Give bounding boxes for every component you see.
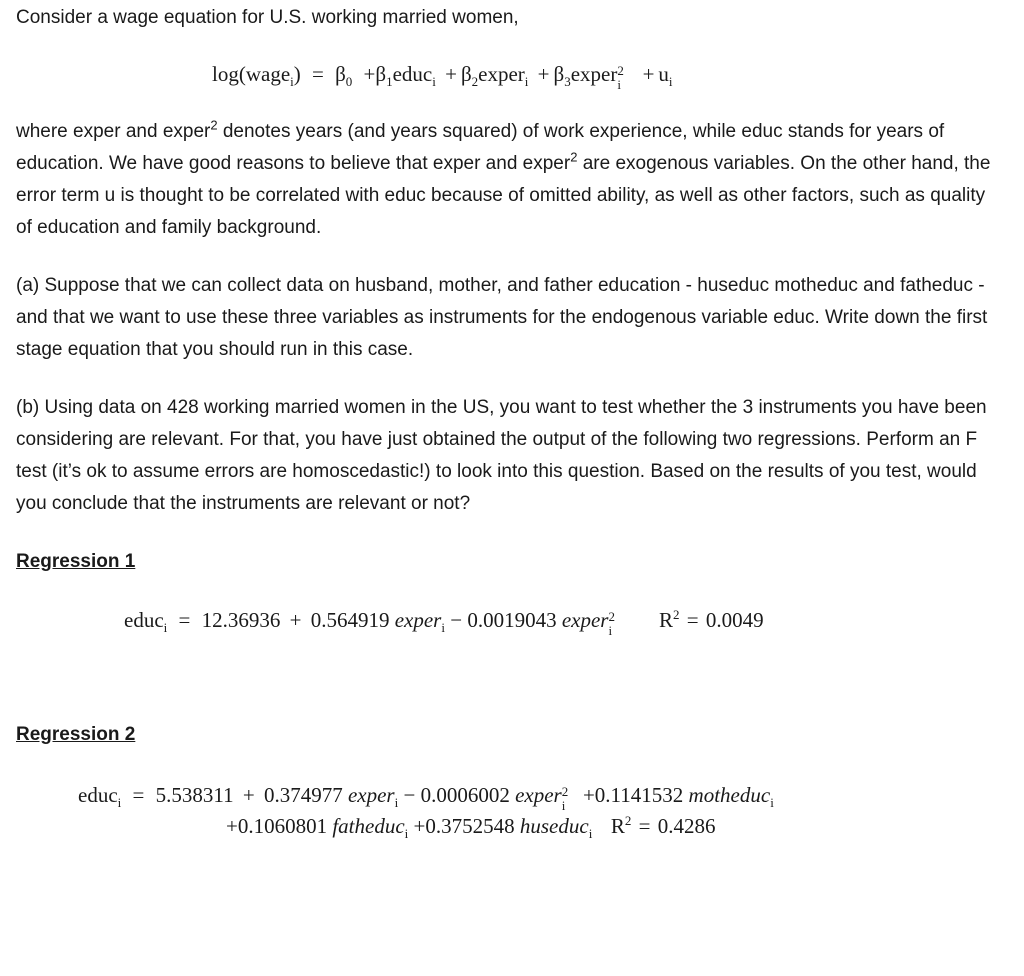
reg2-lhs-sub: i — [117, 795, 122, 811]
part-b-question: (b) Using data on 428 working married women in the US, you want to test whether the 3 instruments you have been considering are relevant. For that, you have just obtained the output of the following two regressions. Perform an F test (it’s ok to assume errors are homoscedastic!) to look into this question. Based on the results of you test, would you conclude that the instruments are relevant or not? — [16, 397, 987, 514]
reg2-var2: exper — [515, 783, 562, 807]
reg1-var1: exper — [394, 608, 442, 632]
para1-text-3: are exogenous variables. On the other hand, the error term u is thought to be correlated with educ because of omitted ability, as well as other factors, such as quality of education and family background. — [16, 153, 991, 238]
reg2-var4: fatheduc — [332, 814, 405, 838]
regression-1-equation: educ$_i$ = 12.36936 + 0.564919 exper$_i$ − 0.0019043 exper 2 i $R^2 = 0.0049$ — [124, 607, 764, 638]
eq-plus-1: + — [363, 62, 376, 86]
reg2-const: 5.538311 — [155, 783, 234, 807]
para1-text-1: where exper and exper — [16, 121, 211, 142]
eq-equals: = — [312, 62, 324, 86]
eq-plus-4: + — [642, 62, 655, 86]
eq-beta2: β — [460, 62, 472, 86]
eq-plus-2: + — [445, 62, 457, 86]
reg2-plus-2: + — [582, 783, 595, 807]
reg2-lhs: educ — [78, 783, 118, 807]
paragraph-definitions — [16, 116, 1006, 244]
reg2-plus-4: + — [413, 814, 426, 838]
para1-text-2: denotes years (and years squared) of work experience, while educ stands for years of education. We have good reasons to believe that exper and exper — [16, 121, 945, 174]
eq-u: u — [658, 62, 669, 86]
eq-beta0: β — [335, 62, 346, 86]
eq-beta2-sub: 2 — [471, 74, 479, 90]
reg1-r2-equals: = — [686, 608, 699, 632]
reg1-const: 12.36936 — [201, 608, 281, 632]
intro-text: Consider a wage equation for U.S. working married women, — [16, 7, 519, 28]
regression-2-heading: Regression 2 — [16, 724, 136, 745]
reg2-coef4: 0.1060801 — [237, 814, 328, 838]
eq-educ: educ — [392, 62, 433, 86]
eq-exper: exper — [478, 62, 525, 86]
reg1-r2-value: 0.0049 — [705, 608, 764, 632]
eq-educ-sub: i — [432, 74, 436, 90]
reg1-var2: exper — [561, 608, 609, 632]
reg2-plus-3: + — [226, 814, 238, 838]
eq-lhs-close: ) — [293, 62, 301, 86]
reg2-var3-sub: i — [770, 795, 774, 811]
wage-equation: log(wage$_i$) = $\beta_0$ $+\beta_1educ_i$ + $\beta_2exper_i$ + $\beta_3exper$ 2 i + $u_i$ — [212, 62, 673, 92]
eq-exper2: exper — [570, 62, 618, 86]
reg2-r2-label: R — [610, 814, 625, 838]
regression-2-equation-line-1: educ$_i$ = 5.538311 + 0.374977 exper$_i$ − 0.0006002 exper 2 i +0.1141532 motheduc$_i$ — [78, 783, 774, 813]
reg2-r2-equals: = — [638, 814, 651, 838]
reg1-plus: + — [289, 608, 302, 632]
reg1-minus: − — [450, 608, 463, 632]
eq-beta0-sub: 0 — [345, 74, 353, 90]
part-a-question: (a) Suppose that we can collect data on husband, mother, and father education - huseduc motheduc and fatheduc - and that we want to use these three variables as instruments for the endogenous variable educ. Write down the first stage equation that you should run in this case. — [16, 275, 988, 360]
reg2-r2-value: 0.4286 — [657, 814, 716, 838]
reg2-coef5: 0.3752548 — [425, 814, 515, 838]
reg1-r2-label: R — [658, 608, 673, 632]
eq-beta3: β — [553, 62, 565, 86]
eq-exper-sub: i — [524, 74, 529, 90]
reg2-coef3: 0.1141532 — [594, 783, 684, 807]
reg2-r2-sup: 2 — [624, 813, 632, 828]
reg2-coef2: 0.0006002 — [420, 783, 510, 807]
reg1-lhs-sub: i — [163, 620, 168, 636]
reg2-minus: − — [403, 783, 416, 807]
eq-plus-3: + — [537, 62, 550, 86]
regression-2-equation-line-2 — [226, 812, 715, 840]
reg2-plus-1: + — [242, 783, 255, 807]
reg2-var1-sub: i — [394, 795, 399, 811]
reg1-r2-sup: 2 — [672, 607, 680, 622]
reg1-lhs: educ — [124, 608, 164, 632]
eq-lhs-sub: i — [290, 74, 294, 90]
reg1-coef2: 0.0019043 — [467, 608, 557, 632]
reg2-var3: motheduc — [688, 783, 771, 807]
reg1-var1-sub: i — [441, 620, 445, 636]
eq-beta1-sub: 1 — [386, 74, 393, 90]
reg2-var4-sub: i — [404, 826, 409, 842]
eq-u-sub: i — [668, 74, 673, 90]
para1-sup-1: 2 — [210, 117, 218, 133]
regression-1-heading: Regression 1 — [16, 551, 136, 572]
reg1-coef1: 0.564919 — [310, 608, 390, 632]
eq-beta1: β — [375, 62, 387, 86]
reg2-coef1: 0.374977 — [263, 783, 343, 807]
reg1-equals: = — [178, 608, 191, 632]
reg2-var5: huseduc — [519, 814, 589, 838]
eq-beta3-sub: 3 — [564, 74, 571, 90]
eq-lhs: log(wage — [212, 62, 291, 86]
para1-sup-2: 2 — [570, 149, 578, 165]
reg2-equals: = — [132, 783, 145, 807]
reg2-var5-sub: i — [588, 826, 593, 842]
reg2-var1: exper — [347, 783, 395, 807]
